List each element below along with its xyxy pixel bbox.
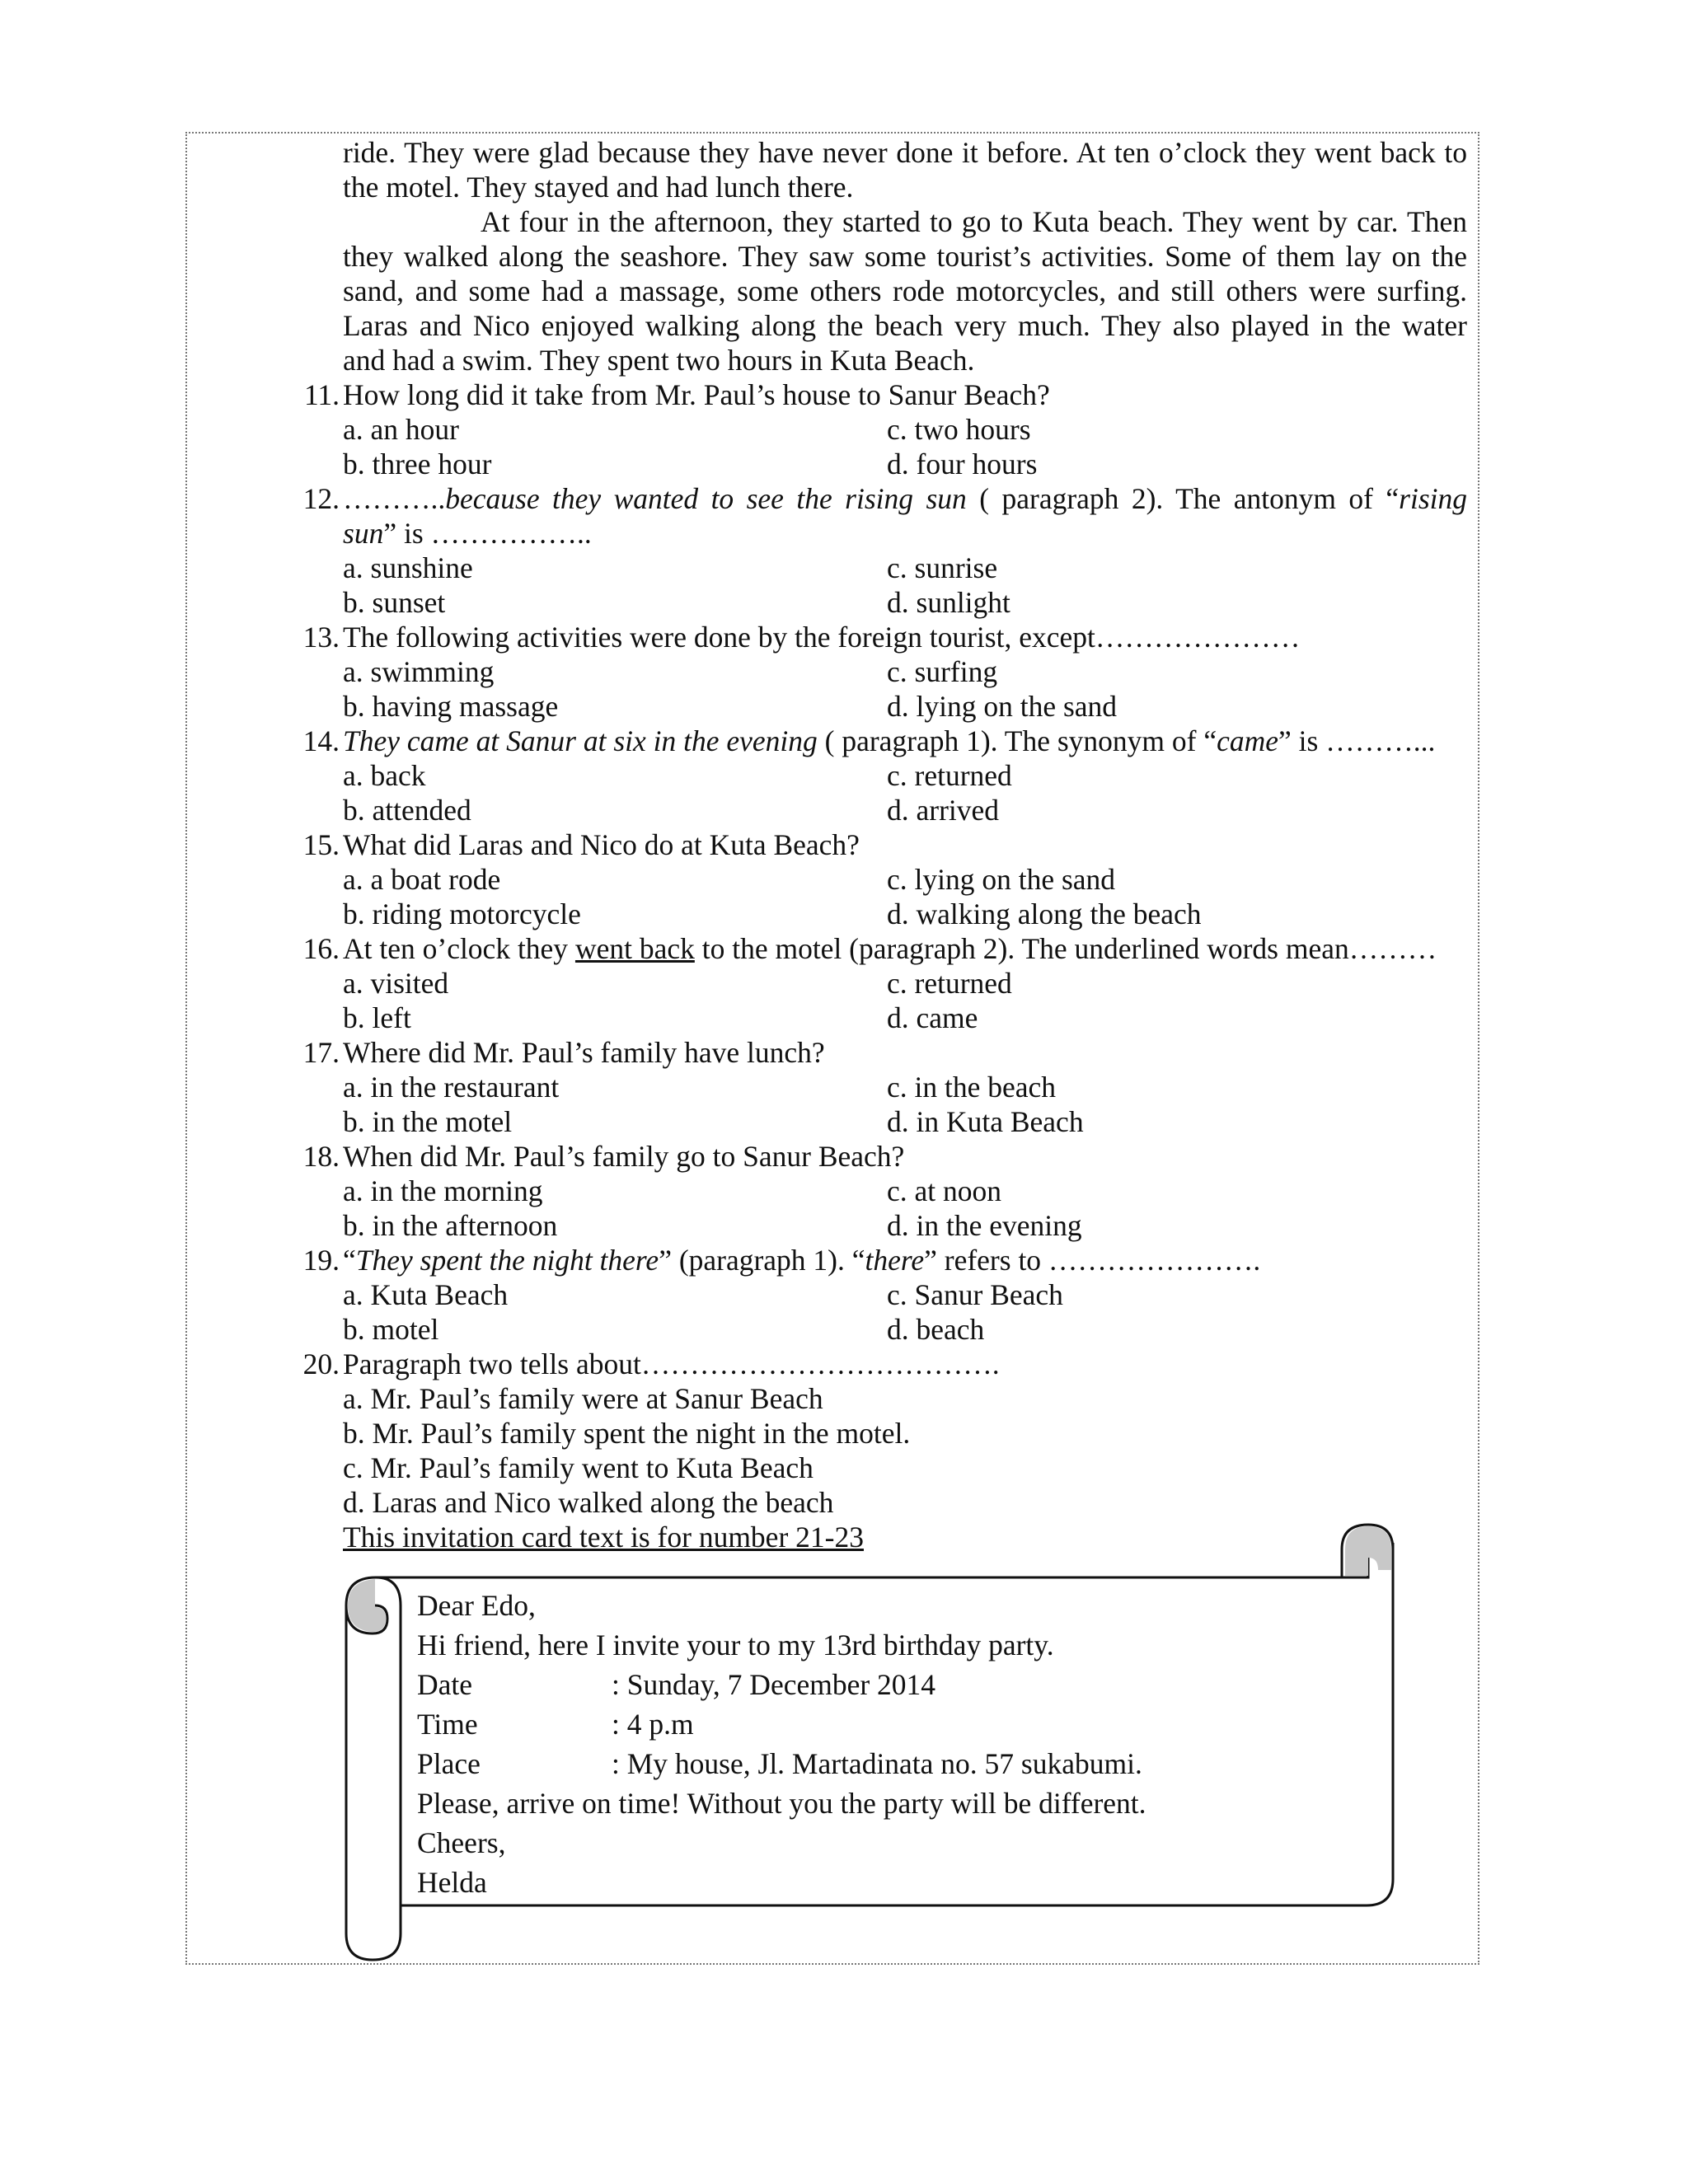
invitation-heading: This invitation card text is for number 21-23	[343, 1521, 864, 1554]
option-a: a. swimming	[343, 655, 495, 688]
option-c: c. returned	[887, 967, 1012, 1000]
question-number: 18.	[302, 1140, 340, 1173]
option-c: c. surfing	[887, 655, 998, 688]
passage-line: sand, and some had a massage, some others rode motorcycles, and still others were surfing.	[343, 274, 1467, 307]
question-text: How long did it take from Mr. Paul’s house to Sanur Beach?	[343, 378, 1050, 411]
option-b: b. attended	[343, 794, 471, 827]
option-b: b. in the motel	[343, 1105, 513, 1138]
option-d: d. beach	[887, 1313, 985, 1346]
option-d: d. lying on the sand	[887, 690, 1118, 723]
option-c: c. lying on the sand	[887, 863, 1116, 896]
option-a: a. back	[343, 759, 426, 792]
question-text: ………..because they wanted to see the rising sun ( paragraph 2). The antonym of “rising	[343, 482, 1467, 515]
option-c: c. in the beach	[887, 1071, 1057, 1104]
invitation-greeting: Dear Edo,	[417, 1589, 536, 1622]
question-text: Where did Mr. Paul’s family have lunch?	[343, 1036, 825, 1069]
option-d: d. walking along the beach	[887, 898, 1202, 930]
invitation-place-value: : My house, Jl. Martadinata no. 57 sukabumi.	[612, 1747, 1142, 1780]
option-a: a. an hour	[343, 413, 459, 446]
passage-line: ride. They were glad because they have never done it before. At ten o’clock they went back to	[343, 136, 1467, 169]
option-a: a. in the restaurant	[343, 1071, 560, 1104]
option-b: b. having massage	[343, 690, 559, 723]
option-c: c. at noon	[887, 1174, 1002, 1207]
invitation-intro: Hi friend, here I invite your to my 13rd birthday party.	[417, 1629, 1054, 1661]
invitation-closing-line: Please, arrive on time! Without you the party will be different.	[417, 1787, 1146, 1820]
option-b: b. left	[343, 1001, 411, 1034]
invitation-place-label: Place	[417, 1747, 481, 1780]
passage-line: Laras and Nico enjoyed walking along the beach very much. They also played in the water	[343, 309, 1467, 342]
option-d: d. arrived	[887, 794, 1000, 827]
option-a: a. sunshine	[343, 551, 473, 584]
question-number: 12.	[302, 482, 340, 515]
passage-line: and had a swim. They spent two hours in Kuta Beach.	[343, 344, 975, 377]
option-a: a. in the morning	[343, 1174, 543, 1207]
question-number: 19.	[302, 1244, 340, 1277]
option-a: a. Kuta Beach	[343, 1278, 509, 1311]
option-b: b. sunset	[343, 586, 446, 619]
question-number: 16.	[302, 932, 340, 965]
option-d: d. came	[887, 1001, 978, 1034]
invitation-time-label: Time	[417, 1708, 478, 1741]
option-c: c. sunrise	[887, 551, 998, 584]
question-text-cont: sun” is ……………..	[343, 517, 592, 550]
question-number: 17.	[302, 1036, 340, 1069]
option-b: b. three hour	[343, 448, 492, 480]
option-c: c. Sanur Beach	[887, 1278, 1063, 1311]
option-c: c. returned	[887, 759, 1012, 792]
question-text: What did Laras and Nico do at Kuta Beach?	[343, 828, 860, 861]
question-text: They came at Sanur at six in the evening ( paragraph 1). The synonym of “came” is ………...	[343, 724, 1436, 757]
question-text: At ten o’clock they went back to the motel (paragraph 2). The underlined words mean………	[343, 932, 1437, 965]
option-b: b. riding motorcycle	[343, 898, 581, 930]
passage-line: the motel. They stayed and had lunch there.	[343, 171, 854, 204]
invitation-date-label: Date	[417, 1668, 473, 1701]
option-a: a. visited	[343, 967, 449, 1000]
option-d: d. in the evening	[887, 1209, 1082, 1242]
passage-line: they walked along the seashore. They saw some tourist’s activities. Some of them lay on the	[343, 240, 1467, 273]
option-a: a. Mr. Paul’s family were at Sanur Beach	[343, 1382, 823, 1415]
invitation-signature: Helda	[417, 1866, 487, 1899]
option-b: b. Mr. Paul’s family spent the night in the motel.	[343, 1417, 911, 1450]
curl-shade	[1345, 1526, 1391, 1576]
passage-line: At four in the afternoon, they started to go to Kuta beach. They went by car. Then	[481, 205, 1467, 238]
question-number: 13.	[302, 621, 340, 654]
option-a: a. a boat rode	[343, 863, 501, 896]
question-number: 14.	[302, 724, 340, 757]
option-d: d. four hours	[887, 448, 1038, 480]
question-text: When did Mr. Paul’s family go to Sanur Beach?	[343, 1140, 905, 1173]
option-d: d. in Kuta Beach	[887, 1105, 1084, 1138]
option-d: d. sunlight	[887, 586, 1010, 619]
option-b: b. in the afternoon	[343, 1209, 558, 1242]
question-number: 15.	[302, 828, 340, 861]
invitation-date-value: : Sunday, 7 December 2014	[612, 1668, 936, 1701]
question-text: “They spent the night there” (paragraph 1). “there” refers to ………………….	[343, 1244, 1261, 1277]
question-number: 11.	[303, 378, 340, 411]
question-text: Paragraph two tells about……………………………….	[343, 1347, 1000, 1380]
option-d: d. Laras and Nico walked along the beach	[343, 1486, 834, 1519]
option-b: b. motel	[343, 1313, 439, 1346]
question-number: 20.	[302, 1347, 340, 1380]
option-c: c. two hours	[887, 413, 1031, 446]
invitation-time-value: : 4 p.m	[612, 1708, 694, 1741]
option-c: c. Mr. Paul’s family went to Kuta Beach	[343, 1451, 814, 1484]
question-text: The following activities were done by the foreign tourist, except…………………	[343, 621, 1301, 654]
invitation-sign-off: Cheers,	[417, 1826, 506, 1859]
